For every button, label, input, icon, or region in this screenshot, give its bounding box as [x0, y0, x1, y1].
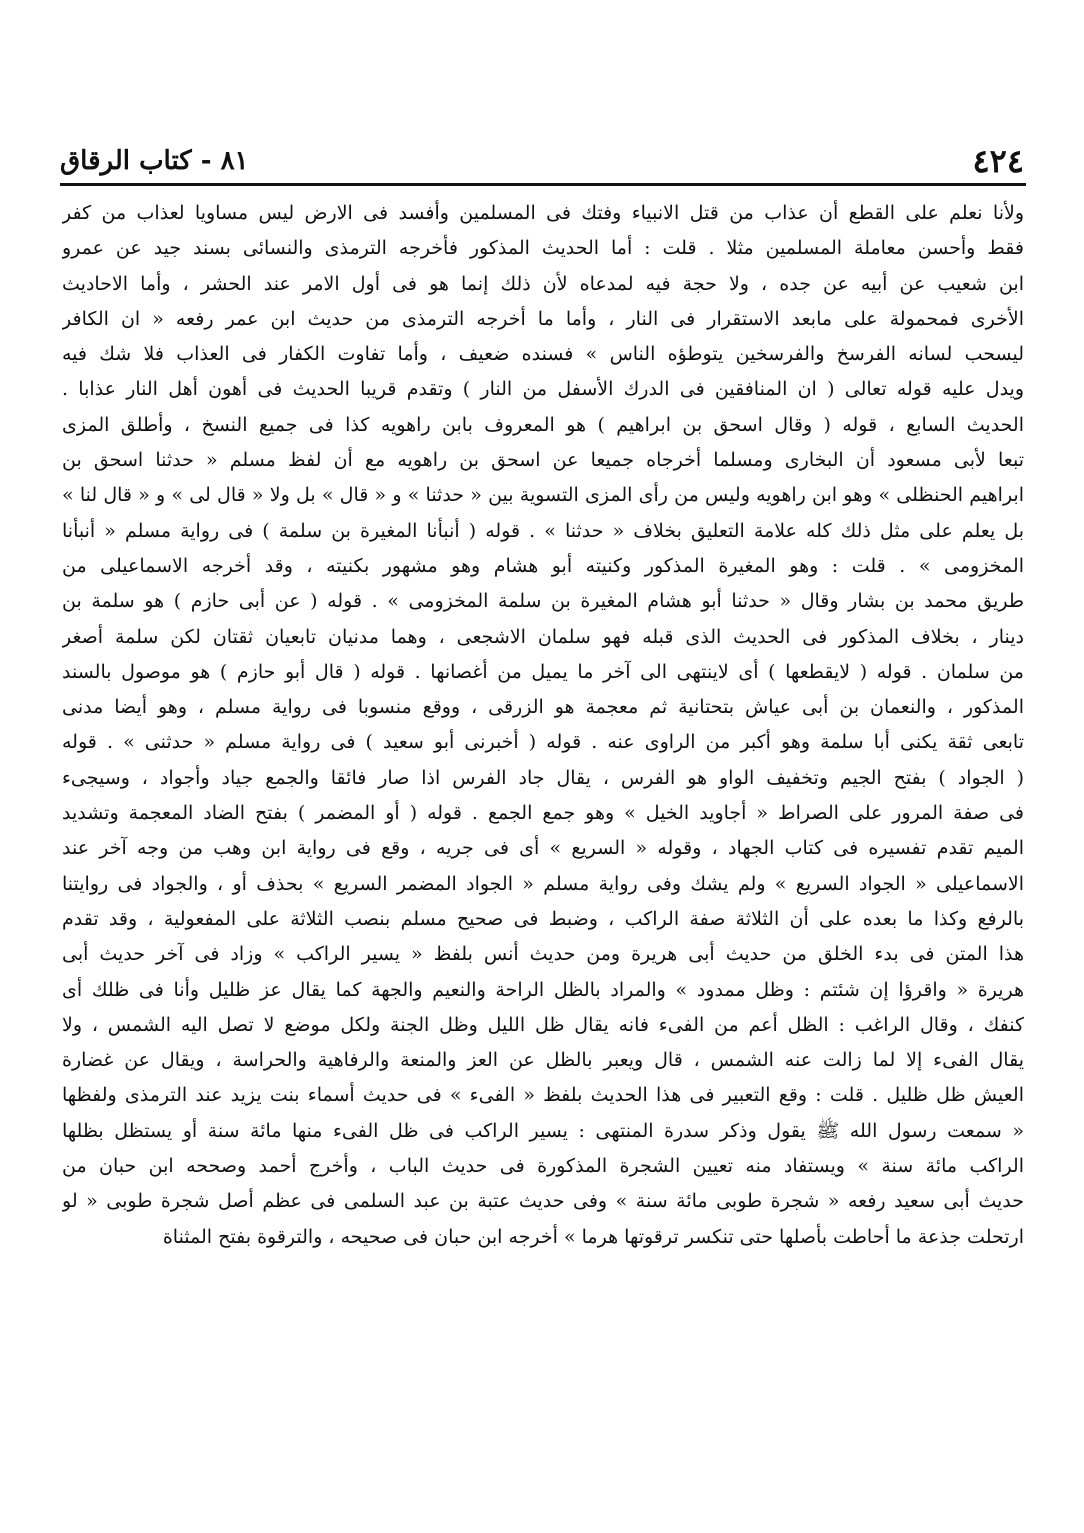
text-line: دينار ، بخلاف المذكور فى الحديث الذى قبله فهو سلمان الاشجعى ، وهما مدنيان تابعيان ثقتان لكن سلمة أصغر	[62, 625, 1024, 648]
text-line: فقط وأحسن معاملة المسلمين مثلا . قلت : أما الحديث المذكور فأخرجه الترمذى والنسائى بسند جيد عن عمرو	[62, 237, 1024, 260]
text-line: ابن شعيب عن أبيه عن جده ، ولا حجة فيه لمدعاه لأن ذلك إنما هو فى أول الامر عند الحشر ، وأما الاحاديث	[62, 272, 1024, 295]
text-line: الأخرى فمحمولة على مابعد الاستقرار فى النار ، وأما ما أخرجه الترمذى من حديث ابن عمر رفعه « ان الكافر	[62, 307, 1024, 330]
text-line: ليسحب لسانه الفرسخ والفرسخين يتوطؤه الناس » فسنده ضعيف ، وأما تفاوت الكفار فى العذاب فلا شك فيه	[62, 343, 1024, 366]
text-line: الاسماعيلى « الجواد السريع » ولم يشك وفى رواية مسلم « الجواد المضمر السريع » بحذف أو ، والجواد فى روايتنا	[62, 872, 1024, 895]
text-line: بل يعلم على مثل ذلك كله علامة التعليق بخلاف « حدثنا » . قوله ( أنبأنا المغيرة بن سلمة ) فى رواية مسلم « أنبأنا	[62, 519, 1024, 542]
text-line: تابعى ثقة يكنى أبا سلمة وهو أكبر من الراوى عنه . قوله ( أخبرنى أبو سعيد ) فى رواية مسلم « حدثنى » . قوله	[62, 731, 1024, 754]
text-line: هريرة « واقرؤا إن شئتم : وظل ممدود » والمراد بالظل الراحة والنعيم والجهة كما يقال عز ظليل وأنا فى ظلك أى	[62, 978, 1024, 1001]
text-line: من سلمان . قوله ( لايقطعها ) أى لاينتهى الى آخر ما يميل من أغصانها . قوله ( قال أبو حازم ) هو موصول بالسند	[62, 660, 1024, 683]
header-rule	[60, 183, 1026, 186]
text-line: المخزومى » . قلت : وهو المغيرة المذكور وكنيته أبو هشام وهو مشهور بكنيته ، وقد أخرجه الاسماعيلى من	[62, 554, 1024, 577]
text-line: العيش ظل ظليل . قلت : وقع التعبير فى هذا الحديث بلفظ « الفىء » فى حديث أسماء بنت يزيد عند الترمذى ولفظها	[62, 1084, 1024, 1107]
text-line: كنفك ، وقال الراغب : الظل أعم من الفىء فانه يقال ظل الليل وظل الجنة ولكل موضع لا تصل اليه الشمس ، ولا	[62, 1013, 1024, 1036]
text-line: الحديث السابع ، قوله ( وقال اسحق بن ابراهيم ) هو المعروف بابن راهويه كذا فى جميع النسخ ، وأطلق المزى	[62, 413, 1024, 436]
text-line: تبعا لأبى مسعود أن البخارى ومسلما أخرجاه جميعا عن اسحق بن راهويه مع أن لفظ مسلم « حدثنا اسحق بن	[62, 449, 1024, 472]
text-line: هذا المتن فى بدء الخلق من حديث أبى هريرة ومن حديث أنس بلفظ « يسير الراكب » وزاد فى آخر حديث أبى	[62, 943, 1024, 966]
text-line: ارتحلت جذعة ما أحاطت بأصلها حتى تنكسر ترقوتها هرما » أخرجه ابن حبان فى صحيحه ، والترقوة بفتح المثناة	[162, 1225, 1024, 1248]
page-number: ٤٢٤	[972, 142, 1024, 180]
text-line: حديث أبى سعيد رفعه « شجرة طوبى مائة سنة » وفى حديث عتبة بن عبد السلمى فى عظم أصل شجرة طوبى « لو	[62, 1190, 1024, 1213]
commentary-text	[62, 196, 1024, 1255]
text-line: فى صفة المرور على الصراط « أجاويد الخيل » وهو جمع الجمع . قوله ( أو المضمر ) بفتح الضاد المعجمة وتشديد	[62, 802, 1024, 825]
text-line: يقال الفىء إلا لما زالت عنه الشمس ، قال ويعبر بالظل عن العز والمنعة والرفاهية والحراسة ، ويقال عن غضارة	[62, 1049, 1024, 1072]
text-line: ويدل عليه قوله تعالى ( ان المنافقين فى الدرك الأسفل من النار ) وتقدم قريبا الحديث فى أهون أهل النار عذابا .	[62, 378, 1024, 401]
text-line: ( الجواد ) بفتح الجيم وتخفيف الواو هو الفرس ، يقال جاد الفرس اذا صار فائقا والجمع جياد وأجواد ، وسيجىء	[62, 766, 1024, 789]
text-line: الراكب مائة سنة » ويستفاد منه تعيين الشجرة المذكورة فى حديث الباب ، وأخرج أحمد وصححه ابن حبان من	[62, 1155, 1024, 1178]
text-line: ولأنا نعلم على القطع أن عذاب من قتل الانبياء وفتك فى المسلمين وأفسد فى الارض ليس مساويا لعذاب من كفر	[62, 202, 1024, 224]
text-line: المذكور ، والنعمان بن أبى عياش بتحتانية ثم معجمة هو الزرقى ، ووقع منسوبا فى رواية مسلم ، وهو أيضا مدنى	[62, 696, 1024, 719]
text-line: طريق محمد بن بشار وقال « حدثنا أبو هشام المغيرة بن سلمة المخزومى » . قوله ( عن أبى حازم ) هو سلمة بن	[62, 590, 1024, 613]
text-line: ابراهيم الحنظلى » وهو ابن راهويه وليس من رأى المزى التسوية بين « حدثنا » و « قال » بل ولا « قال لى » و « قال لنا »	[62, 484, 1024, 507]
text-line: الميم تقدم تفسيره فى كتاب الجهاد ، وقوله « السريع » أى فى جريه ، وقع فى رواية ابن وهب من وجه آخر عند	[62, 837, 1024, 860]
page-header	[60, 140, 1024, 182]
text-line: بالرفع وكذا ما بعده على أن الثلاثة صفة الراكب ، وضبط فى صحيح مسلم بنصب الثلاثة على المفعولية ، وقد تقدم	[62, 907, 1024, 930]
running-title: ٨١ - كتاب الرقاق	[60, 146, 249, 176]
text-line: « سمعت رسول الله ﷺ يقول وذكر سدرة المنتهى : يسير الراكب فى ظل الفىء منها مائة سنة أو يستظل بظلها	[62, 1119, 1024, 1142]
